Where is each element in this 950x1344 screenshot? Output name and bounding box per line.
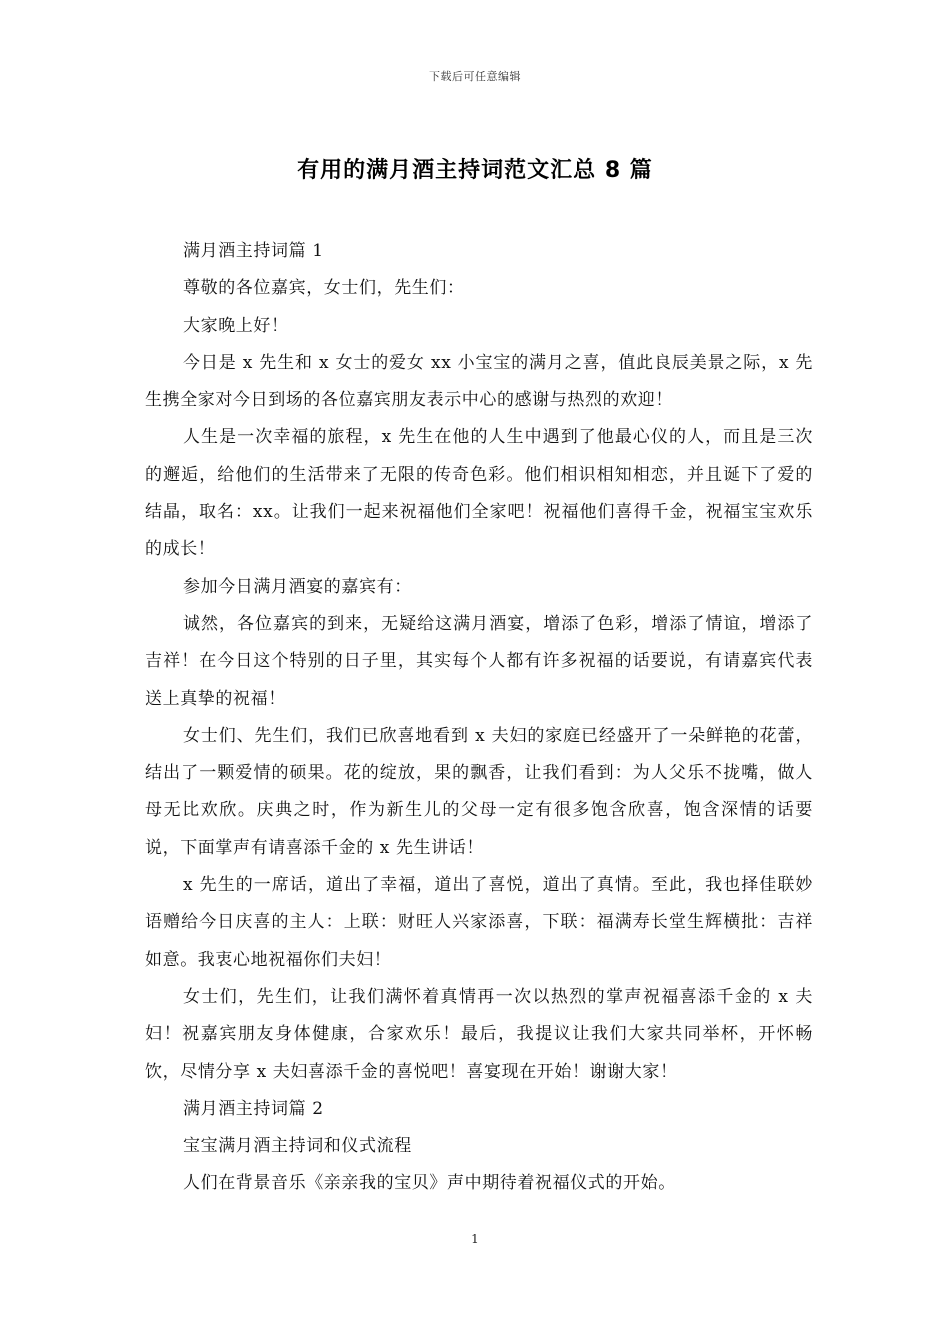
document-body	[145, 233, 813, 1203]
paragraph: 宝宝满月酒主持词和仪式流程	[183, 1136, 412, 1157]
document-title: 有用的满月酒主持词范文汇总 8 篇	[297, 158, 653, 183]
paragraph: 人们在背景音乐《亲亲我的宝贝》声中期待着祝福仪式的开始。	[183, 1173, 676, 1194]
paragraph: 诚然，各位嘉宾的到来，无疑给这满月酒宴，增添了色彩，增添了情谊，增添了吉祥！在今日这个特别的日子里，其实每个人都有许多祝福的话要说，有请嘉宾代表送上真挚的祝福！	[145, 613, 813, 709]
page-number: 1	[471, 1232, 479, 1246]
paragraph: 今日是 x 先生和 x 女士的爱女 xx 小宝宝的满月之喜，值此良辰美景之际，x 先生携全家对今日到场的各位嘉宾朋友表示中心的感谢与热烈的欢迎！	[145, 352, 813, 411]
paragraph: x 先生的一席话，道出了幸福，道出了喜悦，道出了真情。至此，我也择佳联妙语赠给今日庆喜的主人：上联：财旺人兴家添喜，下联：福满寿长堂生辉横批：吉祥如意。我衷心地祝福你们夫妇！	[145, 875, 813, 970]
paragraph: 女士们、先生们，我们已欣喜地看到 x 夫妇的家庭已经盛开了一朵鲜艳的花蕾，结出了一颗爱情的硕果。花的绽放，果的飘香，让我们看到：为人父乐不拢嘴，做人母无比欢欣。庆典之时，作为新生儿的父母一定有很多饱含欣喜，饱含深情的话要说，下面掌声有请喜添千金的 x 先生讲话！	[145, 725, 813, 858]
header-note: 下载后可任意编辑	[429, 70, 521, 83]
paragraph: 满月酒主持词篇 2	[183, 1098, 324, 1119]
paragraph: 大家晚上好！	[183, 315, 289, 336]
paragraph: 尊敬的各位嘉宾，女士们，先生们：	[183, 278, 465, 299]
paragraph: 参加今日满月酒宴的嘉宾有：	[183, 576, 412, 597]
paragraph: 人生是一次幸福的旅程，x 先生在他的人生中遇到了他最心仪的人，而且是三次的邂逅，给他们的生活带来了无限的传奇色彩。他们相识相知相恋，并且诞下了爱的结晶，取名：xx。让我们一起来祝福他们全家吧！祝福他们喜得千金，祝福宝宝欢乐的成长！	[145, 427, 813, 560]
paragraph: 女士们，先生们，让我们满怀着真情再一次以热烈的掌声祝福喜添千金的 x 夫妇！祝嘉宾朋友身体健康，合家欢乐！最后，我提议让我们大家共同举杯，开怀畅饮，尽情分享 x 夫妇喜添千金的喜悦吧！喜宴现在开始！谢谢大家！	[145, 986, 813, 1082]
paragraph: 满月酒主持词篇 1	[183, 241, 324, 261]
